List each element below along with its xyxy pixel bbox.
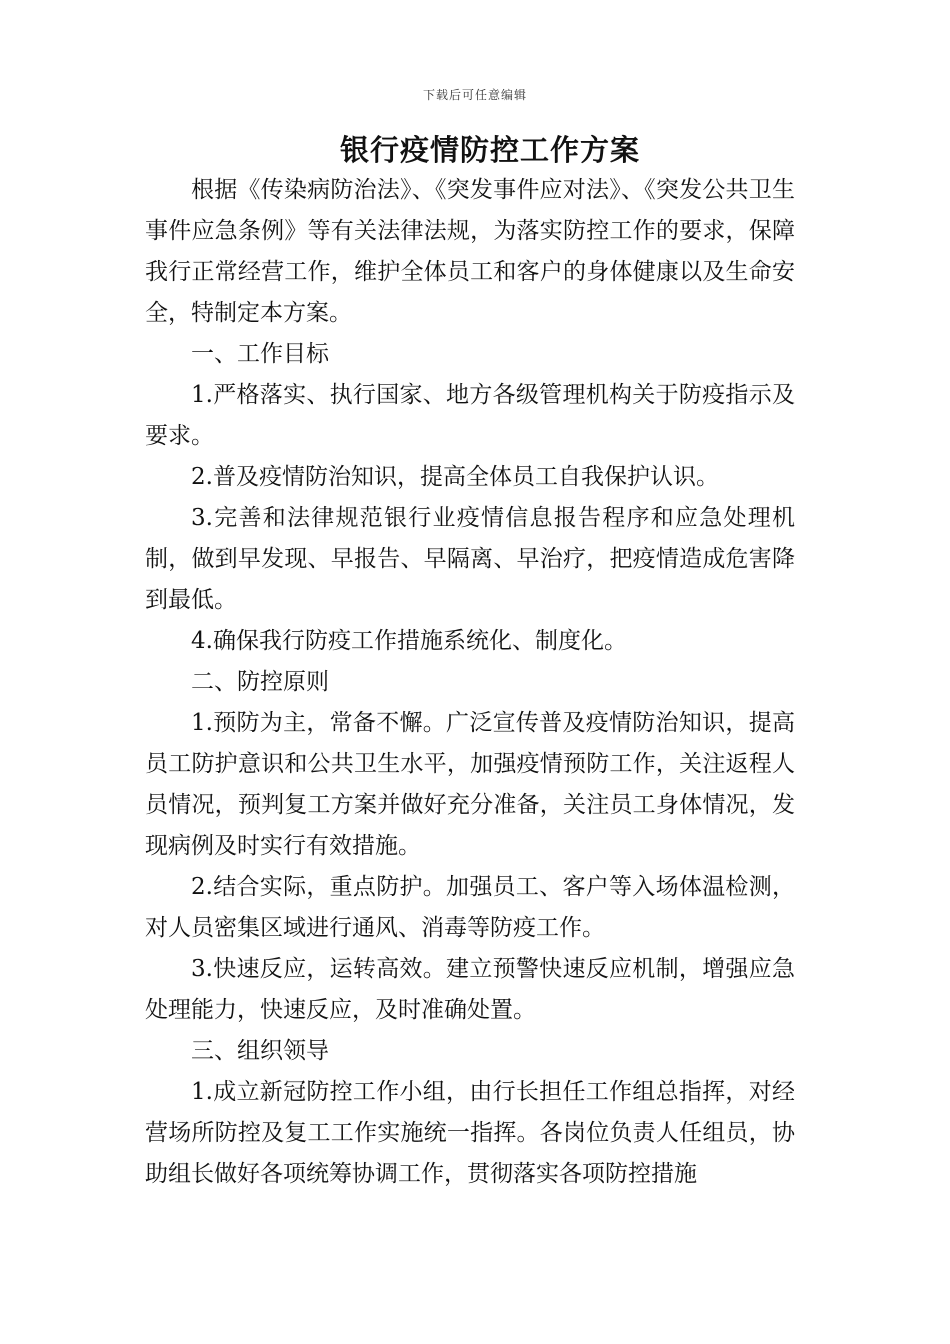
document-body [145,170,795,1195]
section-heading-organization: 三、组织领导 [191,1038,329,1064]
paragraph-intro: 根据《传染病防治法》、《突发事件应对法》、《突发公共卫生事件应急条例》等有关法律法规，为落实防控工作的要求，保障我行正常经营工作，维护全体员工和客户的身体健康以及生命安全，特制定本方案。 [145,177,795,326]
paragraph: 1.严格落实、执行国家、地方各级管理机构关于防疫指示及要求。 [145,382,795,449]
paragraph: 2.普及疫情防治知识，提高全体员工自我保护认识。 [191,464,719,490]
section-heading-goals: 一、工作目标 [191,341,329,367]
paragraph: 2.结合实际，重点防护。加强员工、客户等入场体温检测，对人员密集区域进行通风、消毒等防疫工作。 [145,874,795,941]
paragraph: 4.确保我行防疫工作措施系统化、制度化。 [191,628,627,654]
document-title: 银行疫情防控工作方案 [339,133,640,167]
section-heading-principles: 二、防控原则 [191,669,329,695]
header-note: 下载后可任意编辑 [422,88,527,102]
paragraph: 1.预防为主，常备不懈。广泛宣传普及疫情防治知识，提高员工防护意识和公共卫生水平，加强疫情预防工作，关注返程人员情况，预判复工方案并做好充分准备，关注员工身体情况，发现病例及时实行有效措施。 [145,710,795,859]
paragraph: 1.成立新冠防控工作小组，由行长担任工作组总指挥，对经营场所防控及复工工作实施统一指挥。各岗位负责人任组员，协助组长做好各项统筹协调工作，贯彻落实各项防控措施 [145,1079,795,1187]
paragraph: 3.完善和法律规范银行业疫情信息报告程序和应急处理机制，做到早发现、早报告、早隔离、早治疗，把疫情造成危害降到最低。 [145,505,795,613]
paragraph: 3.快速反应，运转高效。建立预警快速反应机制，增强应急处理能力，快速反应，及时准确处置。 [145,956,795,1023]
